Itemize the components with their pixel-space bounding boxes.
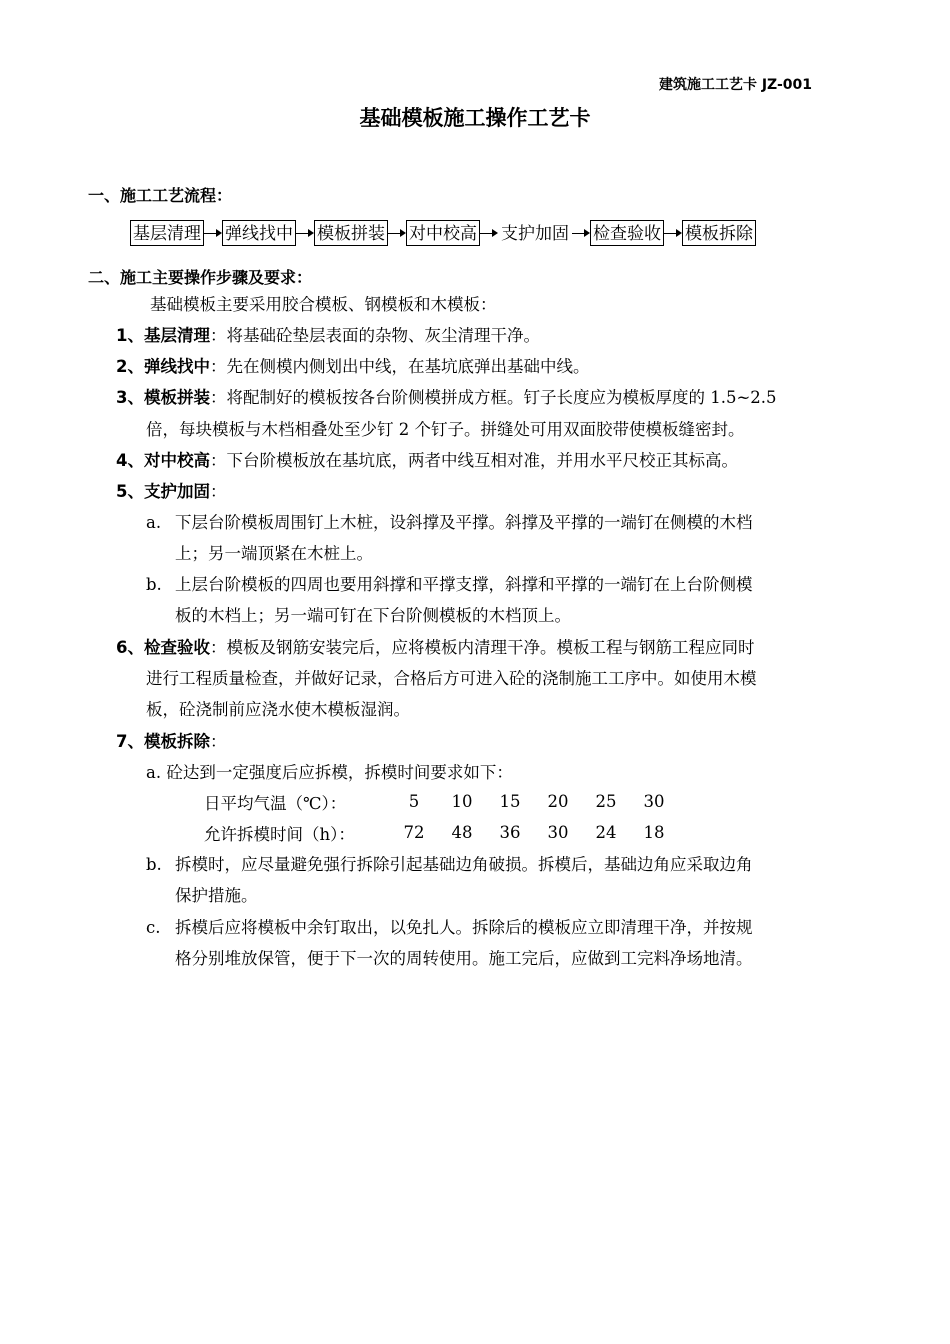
- flow-step-4: 对中校高: [406, 220, 480, 246]
- step-5: [116, 482, 226, 502]
- section-heading-process: 一、施工工艺流程：: [88, 186, 233, 205]
- step-7b-continued: 保护措施。: [175, 886, 258, 905]
- flow-step-3: 模板拼装: [314, 220, 388, 246]
- step-2-text: ：先在侧模内侧划出中线，在基坑底弹出基础中线。: [209, 357, 590, 376]
- step-5b-text: 上层台阶模板的四周也要用斜撑和平撑支撑，斜撑和平撑的一端钉在上台阶侧模: [175, 575, 753, 594]
- step-5-label: 5、支护加固: [116, 482, 210, 501]
- table-cell: 15: [499, 792, 521, 811]
- step-7b-marker: b.: [146, 855, 162, 874]
- step-7b-text: 拆模时，应尽量避免强行拆除引起基础边角破损。拆模后，基础边角应采取边角: [175, 855, 753, 874]
- flow-step-7: 模板拆除: [682, 220, 756, 246]
- step-7-label: 7、模板拆除: [116, 732, 210, 751]
- arrow-right-icon: [204, 220, 222, 246]
- table-cell: 48: [451, 823, 473, 842]
- section-heading-steps: 二、施工主要操作步骤及要求：: [88, 268, 313, 287]
- arrow-right-icon: [664, 220, 682, 246]
- step-4-label: 4、对中校高: [116, 451, 210, 470]
- step-7a-text: a. 砼达到一定强度后应拆模，拆模时间要求如下：: [146, 763, 513, 782]
- formwork-removal-table: [204, 786, 678, 848]
- step-2: [116, 357, 589, 377]
- step-3-label: 3、模板拼装: [116, 388, 210, 407]
- step-1-text: ：将基础砼垫层表面的杂物、灰尘清理干净。: [209, 326, 540, 345]
- table-row: [204, 786, 678, 817]
- table-cell: 30: [547, 823, 569, 842]
- table-cell: 18: [643, 823, 665, 842]
- table-cell: 20: [547, 792, 569, 811]
- step-7c-text: 拆模后应将模板中余钉取出，以免扎人。拆除后的模板应立即清理干净，并按规: [175, 918, 753, 937]
- flow-step-1: 基层清理: [130, 220, 204, 246]
- flow-step-6: 检查验收: [590, 220, 664, 246]
- table-cell: 72: [403, 823, 425, 842]
- table-row-label: 允许拆模时间（h）：: [204, 824, 355, 844]
- step-7c-continued: 格分别堆放保管，便于下一次的周转使用。施工完后，应做到工完料净场地清。: [175, 949, 753, 968]
- intro-text: 基础模板主要采用胶合模板、钢模板和木模板：: [150, 295, 497, 314]
- arrow-right-icon: [572, 220, 590, 246]
- step-6: [116, 638, 754, 658]
- step-5b-marker: b.: [146, 575, 162, 594]
- step-1: [116, 326, 540, 346]
- step-3: [116, 388, 777, 408]
- arrow-right-icon: [388, 220, 406, 246]
- step-5b-continued: 板的木档上；另一端可钉在下台阶侧模板的木档顶上。: [175, 606, 571, 625]
- page-title: 基础模板施工操作工艺卡: [359, 106, 591, 130]
- step-4-text: ：下台阶模板放在基坑底，两者中线互相对准，并用水平尺校正其标高。: [209, 451, 738, 470]
- table-cell: 10: [451, 792, 473, 811]
- document-code: 建筑施工工艺卡 JZ-001: [658, 77, 812, 93]
- arrow-right-icon: [296, 220, 314, 246]
- step-5-colon: ：: [209, 482, 227, 501]
- table-row-label: 日平均气温（℃）：: [204, 793, 347, 813]
- step-6-continued-2: 板，砼浇制前应浇水使木模板湿润。: [146, 700, 410, 719]
- flow-step-5: 支护加固: [501, 224, 569, 244]
- table-cell: 5: [408, 792, 420, 811]
- step-7-colon: ：: [209, 732, 227, 751]
- step-6-text: ：模板及钢筋安装完后，应将模板内清理干净。模板工程与钢筋工程应同时: [209, 638, 755, 657]
- step-6-continued-1: 进行工程质量检查，并做好记录，合格后方可进入砼的浇制施工工序中。如使用木模: [146, 669, 757, 688]
- step-7: [116, 732, 226, 752]
- step-4: [116, 451, 738, 471]
- flow-step-2: 弹线找中: [222, 220, 296, 246]
- table-row: [204, 817, 678, 848]
- step-3-text: ：将配制好的模板按各台阶侧模拼成方框。钉子长度应为模板厚度的 1.5~2.5: [209, 388, 777, 407]
- step-7c-marker: c.: [146, 918, 161, 937]
- step-6-label: 6、检查验收: [116, 638, 210, 657]
- step-2-label: 2、弹线找中: [116, 357, 210, 376]
- step-5a-continued: 上；另一端顶紧在木桩上。: [175, 544, 373, 563]
- step-1-label: 1、基层清理: [116, 326, 210, 345]
- step-5a-text: 下层台阶模板周围钉上木桩，设斜撑及平撑。斜撑及平撑的一端钉在侧模的木档: [175, 513, 753, 532]
- table-cell: 25: [595, 792, 617, 811]
- table-cell: 36: [499, 823, 521, 842]
- step-3-continued: 倍，每块模板与木档相叠处至少钉 2 个钉子。拼缝处可用双面胶带使模板缝密封。: [146, 420, 745, 439]
- table-cell: 24: [595, 823, 617, 842]
- step-5a-marker: a.: [146, 513, 162, 532]
- table-cell: 30: [643, 792, 665, 811]
- process-flow: [130, 219, 756, 247]
- arrow-right-icon: [480, 220, 498, 246]
